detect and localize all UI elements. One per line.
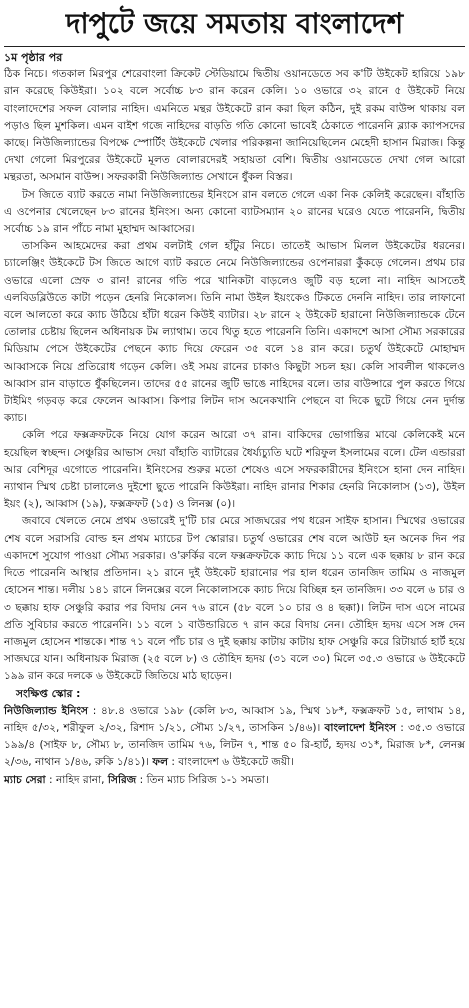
bd-innings-label: বাংলাদেশ ইনিংস <box>324 721 396 734</box>
headline-divider <box>4 46 465 47</box>
article-paragraph: ঠিক নিচে। গতকাল মিরপুর শেরেবাংলা ক্রিকেট স্টেডিয়ামে দ্বিতীয় ওয়ানডেতে সব ক'টি উইকেট হারিয়ে ১৯৮ রান করেছে কিউইরা। ১০২ বলে সর্বোচ্চ ৮৩ রান করেন কেলি। ১০ ওভারে ৩২ রানে ৫ উইকেট নিয়ে বাংলাদেশের সফল বোলার নাহিদ। এমনিতে মন্থর উইকেটে রান করা ছিল কঠিন, দুই রকম বাউন্স থাকায় বল পড়াও ছিল মুশকিল। এমন বাইশ গজে নাহিদের বাড়তি গতি কোনো ভাবেই ঠেকাতে পারেননি ব্ল্যাক ক্যাপসদের কাছে। নিউজিল্যান্ডের বিপক্ষে স্পোর্টিং উইকেটে খেলার পরিকল্পনা জানিয়েছিলেন মেহেদী হাসান মিরাজ। কিন্তু দেখা গেলো মিরপুরের উইকেটে মূলত বোলারদেরই সহায়তা বেশি। দ্বিতীয় ওয়ানডেতে দেখা গেল আরো মন্থরতা, অসমান বাউন্স। সফরকারী নিউজিল্যান্ড সেখানে ধুঁকল বিস্তর। <box>4 68 465 184</box>
series-text: : তিন ম্যাচ সিরিজ ১-১ সমতা। <box>139 773 269 786</box>
scorecard-title: সংক্ষিপ্ত স্কোর : <box>16 687 81 700</box>
nz-innings-label: নিউজিল্যান্ড ইনিংস <box>4 704 89 717</box>
bd-innings-score: : ৩৫.৩ ওভারে ১৯৯/৪ (সাইফ ৮, সৌম্য ৮, তানজিদ তামিম ৭৬, লিটন ৭, শান্ত ৫০ রি-হার্ট, হৃদয় ৩১*, মিরাজ ৮*, লেনক্স ২/৩৬, নাথান ১/৪৬, রুকি ১/৪১)। <box>4 721 465 769</box>
result-text: : বাংলাদেশ ৬ উইকেটে জয়ী। <box>171 756 294 769</box>
result-label: ফল <box>152 756 168 769</box>
man-of-match-label: ম্যাচ সেরা <box>4 773 46 786</box>
continuation-label: ১ম পৃষ্ঠার পর <box>4 51 63 64</box>
article-paragraph: টস জিতে ব্যাট করতে নামা নিউজিল্যান্ডের ইনিংসে রান বলতে গেলে একা নিক কেলিই করেছেন। বাঁহাতি এ ওপেনার খেলেছেন ৮৩ রানের ইনিংস। অন্য কোনো ব্যাটসম্যান ২০ রানের ঘরেও যেতে পারেননি, দ্বিতীয় সর্বোচ্চ ১৯ রান পাঁচে নামা মুহাম্মদ আব্বাসের। <box>4 188 465 236</box>
scorecard-nz-innings <box>4 703 465 772</box>
scorecard-awards <box>4 772 465 789</box>
scorecard <box>0 686 469 789</box>
man-of-match-text: : নাহিদ রানা, <box>49 773 105 786</box>
article-paragraph: তাসকিন আহমেদের করা প্রথম বলটাই গেল হাঁটুর নিচে। তাতেই আভাস মিলল উইকেটের ধরনের। চ্যালেঞ্জিং উইকেটে টস জিতে আগে ব্যাট করতে নেমে নিউজিল্যান্ডের ওপেনাররা কুঁকড়ে গেলেন। প্রথম চার ওভারে এলো স্রেফ ৩ রান! রানের গতি পরে খানিকটা বাড়লেও জুটি বড় হলো না। নাহিদ আসতেই এলবিডব্লিউতে কাটা পড়েন হেনরি নিকোলস। তিনি নামা উইল ইয়ংকেও টিকতে দেননি নাহিদ। তার লাফানো বলে আলতো করে ক্যাচ উঠিয়ে হাঁটা ধরেন কিউই ব্যাটার। ২৮ রানে ২ উইকেট হারানো নিউজিল্যান্ডকে টেনে তোলার চেষ্টায় ছিলেন অধিনায়ক টম ল্যাথাম। তবে থিতু হতে পারেননি তিনি। একাদশে আসা সৌম্য সরকারের মিডিয়াম পেসে উইকেটের পেছনে ক্যাচ দিয়ে ফেরেন ৩৫ বলে ১৪ রান করে। চতুর্থ উইকেটে মোহাম্মদ আব্বাসকে নিয়ে প্রতিরোধ গড়েন কেলি। ওই সময় রানের চাকাও কিছুটা সচল হয়। কেলি সাবলীল থাকলেও আব্বাস রান বাড়াতে ধুঁকছিলেন। তাদের ৫৫ রানের জুটি ভাঙে নাহিদের বলে। তার বাউন্সারে পুল করতে গিয়ে টাইমিং গড়বড় করে ফেলেন আব্বাস। কিপার লিটন দাস অনেকখানি পেছনে বা দিকে ছুটে গিয়ে নেন দুর্দান্ত ক্যাচ। <box>4 240 465 425</box>
article-paragraph: কেলি পরে ফক্সক্রফটকে নিয়ে যোগ করেন আরো ৩৭ রান। বাকিদের ভোগান্তির মাঝে কেলিকেই মনে হয়েছিল স্বচ্ছন্দ। সেঞ্চুরির আভাস দেয়া বাঁহাতি ব্যাটারের ধৈর্য্যচ্যুতি ঘটে শরিফুল ইসলামের বলে। টেল এন্ডাররা আর বেশিদূর এগোতে পারেননি। ইনিংসের শুরুর মতো শেষেও এসে সফরকারীদের ইনিংসে হানা দেন নাহিদ। ন্যাথান স্মিথ চেষ্টা চালালেও দুইশো ছুতে পারেনি কিউইরা। নাহিদ রানার শিকার হেনরি নিকোলাস (১৩), উইল ইয়ং (২), আব্বাস (১৯), ফক্সক্রফট (১৫) ও লিনক্স (০)। <box>4 429 465 511</box>
headline: দাপুটে জয়ে সমতায় বাংলাদেশ <box>65 7 404 40</box>
series-label: সিরিজ <box>107 773 137 786</box>
article-body <box>0 49 469 686</box>
article-paragraph: জবাবে খেলতে নেমে প্রথম ওভারেই দু'টি চার মেরে সাজঘরের পথ ধরেন সাইফ হাসান। স্মিথের ওভারের শেষ বলে সরাসরি বোল্ড হন প্রথম ম্যাচের টপ স্কোরার। চতুর্থ ওভারের শেষ বলে আউট হন অনেক দিন পর একাদশে সুযোগ পাওয়া সৌম্য সরকার। ও'রুর্কির বলে ফক্সক্রফটকে ক্যাচ দিয়ে ১১ বলে এক ছক্কায় ৮ রান করে দিতে পারেননি আস্থার প্রতিদান। ২১ রানে দুই উইকেট হারানোর পর হাল ধরেন তানজিদ তামিম ও নাজমুল হোসেন শান্ত। দলীয় ১৪১ রানে লিনক্সের বলে নিকোলাসকে ক্যাচ দিয়ে বিচ্ছিন্ন হন তানজিদ। ৩৩ বলে ৬ চার ও ৩ ছক্কায় হাফ সেঞ্চুরি করার পর বিদায় নেন ৭৬ রানে (৫৮ বলে ১০ চার ও ৪ ছক্কা)। লিটন দাস এসে নামের প্রতি সুবিচার করতে পারেননি। ১১ বলে ১ বাউন্ডারিতে ৭ রান করে বিদায় নেন। তৌহিদ হৃদয় এসে সঙ্গ দেন নাজমুল হোসেন শান্তকে। শান্ত ৭১ বলে পাঁচ চার ও দুই ছক্কায় কাটায় কাটায় হাফ সেঞ্চুরি করে রিটায়ার্ড হার্ট হয়ে সাজঘরে যান। অধিনায়ক মিরাজ (২৫ বলে ৮) ও তৌহিদ হৃদয় (৩১ বলে ৩০) মিলে ৩৫.৩ ওভারে ৬ উইকেটে ১৯৯ রান করে দলকে ৬ উইকেটে জিতিয়ে মাঠ ছাড়েন। <box>4 515 465 683</box>
nz-innings-score: : ৪৮.৪ ওভারে ১৯৮ (কেলি ৮৩, আব্বাস ১৯, স্মিথ ১৮*, ফক্সক্রফট ১৫, লাথাম ১৪, নাহিদ ৫/৩২, শরীফুল ২/৩২, রিশাদ ১/২১, সৌম্য ১/২৭, তাসকিন ১/৪৬)। <box>4 704 465 734</box>
